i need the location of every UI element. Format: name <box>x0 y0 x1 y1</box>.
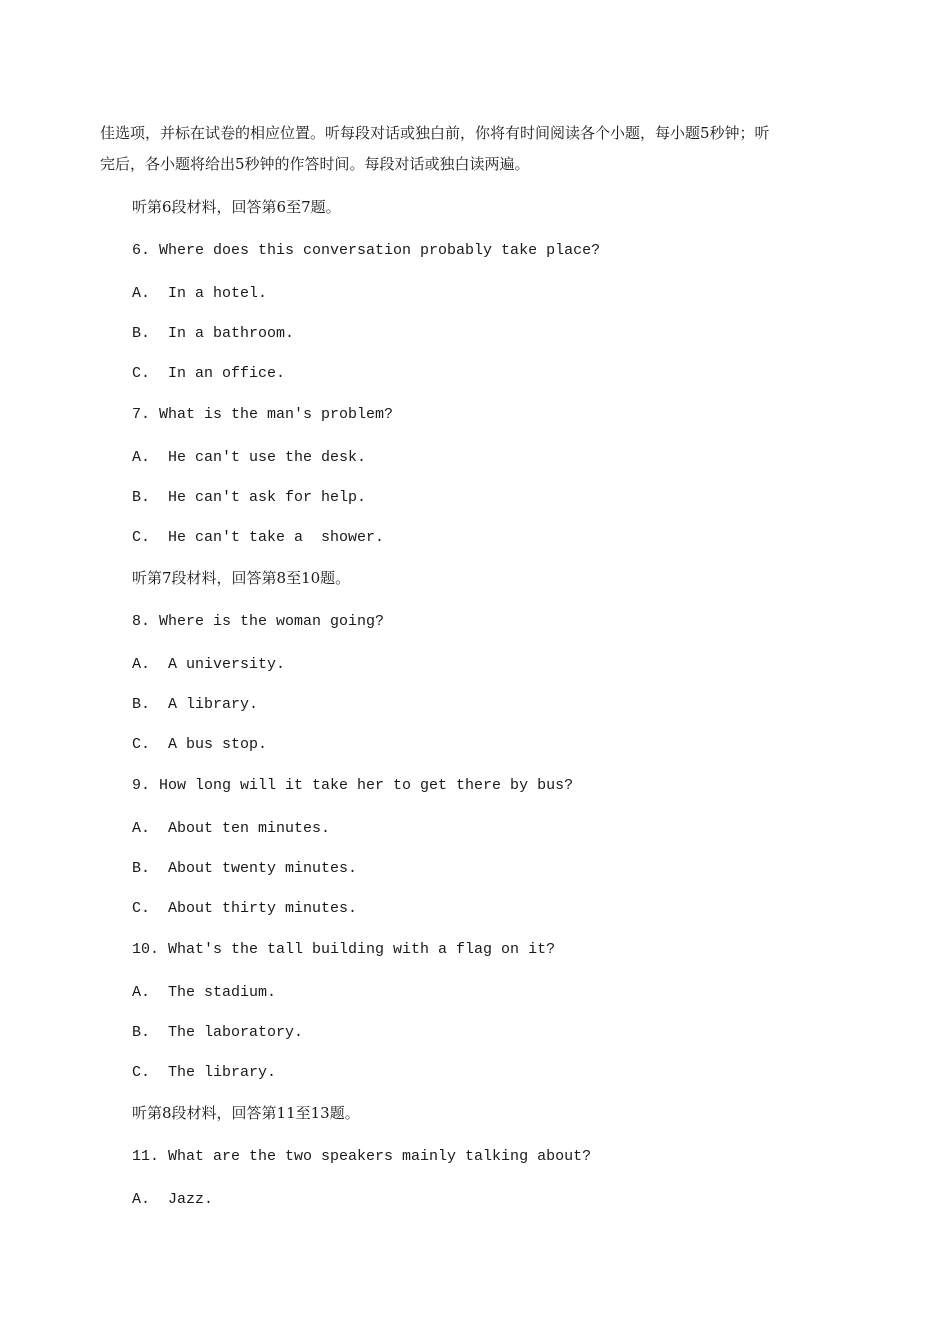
option-8a: A. A university. <box>132 656 286 673</box>
option-6a: A. In a hotel. <box>132 285 268 302</box>
option-10a: A. The stadium. <box>132 984 277 1001</box>
option-7a: A. He can't use the desk. <box>132 449 367 466</box>
intro-line-1: 佳选项，并标在试卷的相应位置。听每段对话或独白前，你将有时间阅读各个小题，每小题5秒钟；听 <box>100 124 770 142</box>
question-7: 7. What is the man's problem? <box>132 406 394 423</box>
section-heading: 听第8段材料，回答第11至13题。 <box>132 1104 360 1122</box>
intro-line-2: 完后，各小题将给出5秒钟的作答时间。每段对话或独白读两遍。 <box>100 155 530 173</box>
section-heading: 听第7段材料，回答第8至10题。 <box>132 569 351 587</box>
question-11: 11. What are the two speakers mainly talking about? <box>132 1148 592 1165</box>
option-7b: B. He can't ask for help. <box>132 489 367 506</box>
option-10c: C. The library. <box>132 1064 277 1081</box>
option-9b: B. About twenty minutes. <box>132 860 358 877</box>
option-9c: C. About thirty minutes. <box>132 900 358 917</box>
question-6: 6. Where does this conversation probably take place? <box>132 242 601 259</box>
option-6b: B. In a bathroom. <box>132 325 295 342</box>
option-10b: B. The laboratory. <box>132 1024 304 1041</box>
section-heading: 听第6段材料，回答第6至7题。 <box>132 198 341 216</box>
option-9a: A. About ten minutes. <box>132 820 331 837</box>
option-8c: C. A bus stop. <box>132 736 268 753</box>
option-6c: C. In an office. <box>132 365 286 382</box>
question-8: 8. Where is the woman going? <box>132 613 385 630</box>
option-11a: A. Jazz. <box>132 1191 214 1208</box>
question-9: 9. How long will it take her to get there by bus? <box>132 777 574 794</box>
question-10: 10. What's the tall building with a flag on it? <box>132 941 556 958</box>
option-8b: B. A library. <box>132 696 259 713</box>
option-7c: C. He can't take a shower. <box>132 529 385 546</box>
